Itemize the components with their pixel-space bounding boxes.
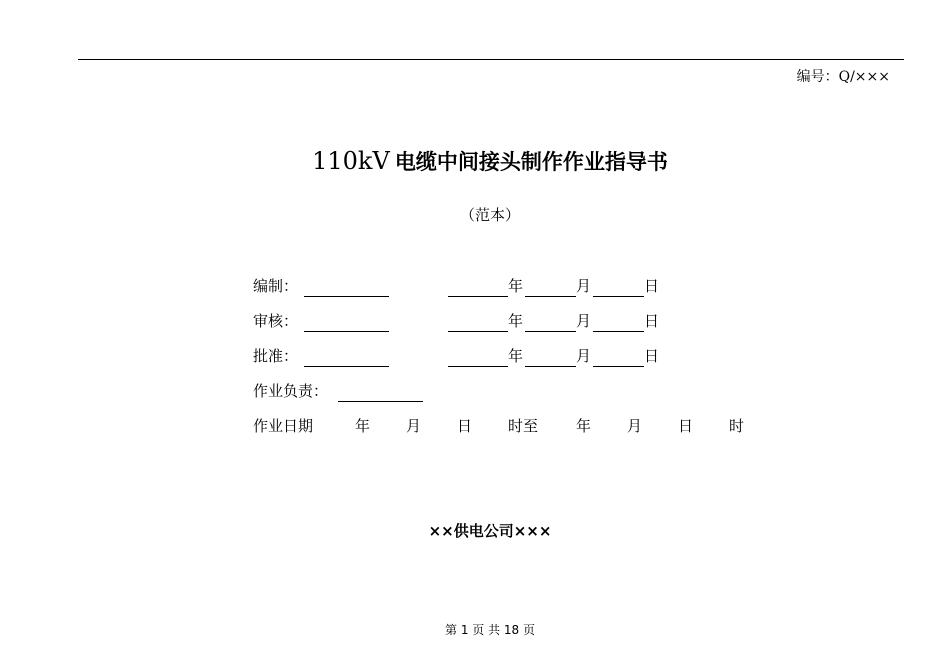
approve-month-field[interactable]: [525, 346, 576, 367]
approve-year-field[interactable]: [448, 346, 508, 367]
title-voltage: 110kV: [312, 147, 390, 175]
work-lead-label: 作业负责：: [253, 382, 329, 400]
review-day-field[interactable]: [593, 311, 644, 332]
title-main-text: 电缆中间接头制作作业指导书: [394, 150, 668, 174]
work-date-start-year: 年: [355, 417, 371, 435]
work-date-end-year: 年: [576, 417, 592, 435]
compile-year-field[interactable]: [448, 276, 508, 297]
approve-day-field[interactable]: [593, 346, 644, 367]
page-number: 第 1 页 共 18 页: [445, 623, 535, 637]
work-date-end-day: 日: [678, 417, 694, 435]
header-rule: [78, 59, 904, 60]
work-lead-name-field[interactable]: [338, 381, 423, 402]
review-name-field[interactable]: [304, 311, 389, 332]
work-date-start-month: 月: [406, 417, 422, 435]
document-title: [0, 146, 950, 176]
approve-day-unit: 日: [644, 347, 660, 365]
review-year-unit: 年: [508, 312, 524, 330]
compile-month-unit: 月: [576, 277, 592, 295]
review-label: 审核：: [253, 312, 299, 330]
compile-day-field[interactable]: [593, 276, 644, 297]
document-subtitle: （范本）: [459, 206, 520, 224]
company-name: ××供电公司×××: [428, 522, 552, 540]
work-date-end-month: 月: [627, 417, 643, 435]
approve-month-unit: 月: [576, 347, 592, 365]
review-month-unit: 月: [576, 312, 592, 330]
compile-name-field[interactable]: [304, 276, 389, 297]
review-month-field[interactable]: [525, 311, 576, 332]
document-number: 编号：Q/×××: [796, 69, 890, 85]
approve-label: 批准：: [253, 347, 299, 365]
work-date-end-hour: 时: [729, 417, 745, 435]
work-date-start-hour: 时至: [508, 417, 539, 435]
work-date-start-day: 日: [457, 417, 473, 435]
compile-month-field[interactable]: [525, 276, 576, 297]
approve-year-unit: 年: [508, 347, 524, 365]
work-date-label: 作业日期: [253, 417, 314, 435]
review-day-unit: 日: [644, 312, 660, 330]
approve-name-field[interactable]: [304, 346, 389, 367]
compile-label: 编制：: [253, 277, 299, 295]
review-year-field[interactable]: [448, 311, 508, 332]
compile-day-unit: 日: [644, 277, 660, 295]
compile-year-unit: 年: [508, 277, 524, 295]
